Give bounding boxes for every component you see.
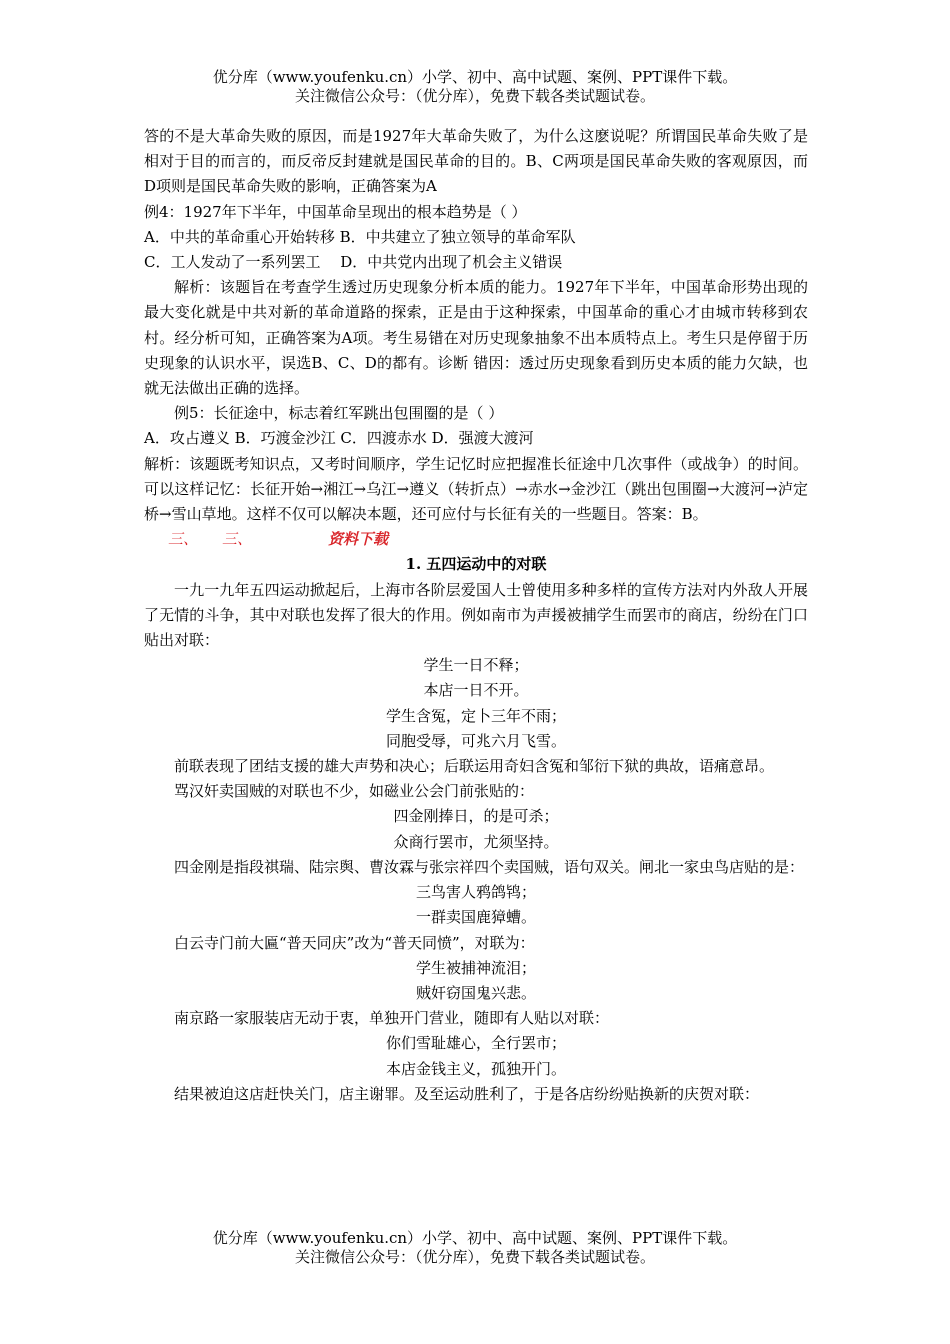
subsection-title: 1. 五四运动中的对联 (405, 555, 547, 574)
paragraph-intro: 一九一九年五四运动掀起后，上海市各阶层爱国人士曾使用多种多样的宣传方法对内外敌人开展了无情的斗争，其中对联也发挥了很大的作用。例如南市为声援被捕学生而罢市的商店，纷纷在门口贴出对联： (144, 580, 808, 650)
couplet-5-line-a: 学生被捕神流泪； (415, 958, 536, 977)
example-5-analysis: 解析：该题既考知识点，又考时间顺序，学生记忆时应把握准长征途中几次事件（或战争）的时间。可以这样记忆：长征开始→湘江→乌江→遵义（转折点）→赤水→金沙江（跳出包围圈→大渡河→泸定桥→雪山草地。这样不仅可以解决本题，还可应付与长征有关的一些题目。答案：B。 (144, 454, 808, 524)
page-header (0, 68, 950, 106)
section-title: 资料下载 (328, 530, 389, 549)
paragraph-comment-1: 前联表现了团结支援的雄大声势和决心；后联运用奇妇含冤和邹衍下狱的典故，语痛意昂。 (174, 757, 775, 776)
paragraph-comment-2: 四金刚是指段祺瑞、陆宗舆、曹汝霖与张宗祥四个卖国贼，语句双关。闸北一家虫鸟店贴的是： (174, 857, 805, 876)
example-5-options: A．攻占遵义 B．巧渡金沙江 C．四渡赤水 D．强渡大渡河 (144, 429, 534, 448)
couplet-6-line-b: 本店金钱主义，孤独开门。 (385, 1059, 566, 1078)
header-line-2: 关注微信公众号：（优分库），免费下载各类试题试卷。 (294, 87, 655, 105)
couplet-4-line-b: 一群卖国鹿獐螬。 (415, 908, 536, 927)
couplet-3-line-a: 四金刚捧日，的是可杀； (393, 807, 559, 826)
paragraph-traitor: 骂汉奸卖国贼的对联也不少，如磁业公会门前张贴的： (174, 782, 535, 801)
couplet-1-line-b: 本店一日不开。 (423, 681, 529, 700)
footer-line-1: 优分库（www.youfenku.cn）小学、初中、高中试题、案例、PPT课件下载。 (212, 1229, 738, 1247)
example-4-analysis: 解析：该题旨在考查学生透过历史现象分析本质的能力。1927年下半年，中国革命形势出现的最大变化就是中共对新的革命道路的探索，正是由于这种探索，中国革命的重心才由城市转移到农村。经分析可知，正确答案为A项。考生易错在对历史现象抽象不出本质特点上。考生只是停留于历史现象的认识水平，误选B、C、D的都有。诊断 错因：透过历史现象看到历史本质的能力欠缺，也就无法做出正确的选择。 (144, 278, 808, 398)
paragraph-answer-continuation: 答的不是大革命失败的原因，而是1927年大革命失败了，为什么这麽说呢？所谓国民革命失败了是相对于目的而言的，而反帝反封建就是国民革命的目的。B、C两项是国民革命失败的客观原因，而D项则是国民革命失败的影响，正确答案为A (144, 127, 808, 196)
couplet-2-line-a: 学生含冤，定卜三年不雨； (385, 706, 566, 725)
couplet-6-line-a: 你们雪耻雄心，全行罢市； (385, 1034, 566, 1053)
couplet-2-line-b: 同胞受辱，可兆六月飞雪。 (385, 731, 566, 750)
example-4-options-ab: A．中共的革命重心开始转移 B．中共建立了独立领导的革命军队 (144, 227, 576, 246)
couplet-4-line-a: 三鸟害人鸦鸽鸨； (415, 883, 536, 902)
header-line-1: 优分库（www.youfenku.cn）小学、初中、高中试题、案例、PPT课件下载。 (212, 68, 738, 86)
couplet-3-line-b: 众商行罢市，尤须坚持。 (393, 832, 559, 851)
example-4-question: 例4：1927年下半年，中国革命呈现出的根本趋势是（ ） (144, 202, 527, 221)
document-body (144, 124, 808, 1107)
couplet-5-line-b: 贼奸窃国鬼兴悲。 (415, 983, 536, 1002)
example-4-options-cd: C．工人发动了一系列罢工 D．中共党内出现了机会主义错误 (144, 253, 563, 272)
paragraph-result: 结果被迫这店赶快关门，店主谢罪。及至运动胜利了，于是各店纷纷贴换新的庆贺对联： (174, 1084, 760, 1103)
section-number-2: 三、 (222, 530, 253, 549)
example-5-question: 例5：长征途中，标志着红军跳出包围圈的是（ ） (174, 404, 504, 423)
page-footer (0, 1229, 950, 1267)
couplet-1-line-a: 学生一日不释； (423, 656, 529, 675)
paragraph-temple: 白云寺门前大匾“普天同庆”改为“普天同愤”，对联为： (174, 933, 535, 952)
section-number-1: 三、 (168, 530, 199, 549)
paragraph-shop: 南京路一家服装店无动于衷，单独开门营业，随即有人贴以对联： (174, 1009, 610, 1028)
footer-line-2: 关注微信公众号：（优分库），免费下载各类试题试卷。 (294, 1248, 655, 1266)
section-heading (144, 527, 808, 552)
